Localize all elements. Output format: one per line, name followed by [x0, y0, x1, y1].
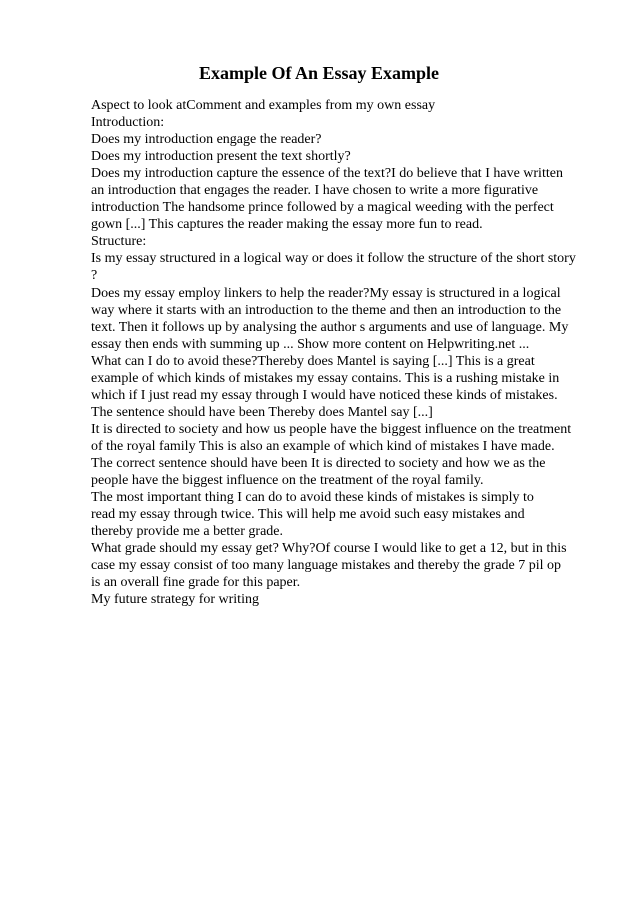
body-line: What can I do to avoid these?Thereby does Mantel is saying [...] This is a great: [91, 353, 535, 369]
body-line: of the royal family This is also an example of which kind of mistakes I have made.: [91, 438, 555, 454]
body-line: Is my essay structured in a logical way or does it follow the structure of the short story: [91, 251, 576, 267]
body-line: Structure:: [91, 234, 147, 250]
body-line: people have the biggest influence on the treatment of the royal family.: [91, 473, 484, 489]
body-line: ?: [91, 268, 98, 284]
body-line: case my essay consist of too many language mistakes and thereby the grade 7 pil op: [91, 558, 562, 574]
body-line: Aspect to look atComment and examples from my own essay: [91, 98, 436, 113]
body-line: It is directed to society and how us people have the biggest influence on the treatment: [91, 421, 572, 437]
body-line: Does my introduction engage the reader?: [91, 132, 322, 148]
body-line: an introduction that engages the reader. I have chosen to write a more figurative: [91, 183, 539, 199]
body-line: The most important thing I can do to avoid these kinds of mistakes is simply to: [91, 490, 534, 506]
body-line: example of which kinds of mistakes my essay contains. This is a rushing mistake in: [91, 370, 560, 386]
body-line: What grade should my essay get? Why?Of course I would like to get a 12, but in this: [91, 541, 567, 557]
body-line: thereby provide me a better grade.: [91, 524, 284, 540]
document-body: [91, 97, 611, 608]
body-line: Introduction:: [91, 115, 165, 131]
body-line: is an overall fine grade for this paper.: [91, 575, 301, 591]
body-line: gown [...] This captures the reader making the essay more fun to read.: [91, 217, 483, 233]
body-line: text. Then it follows up by analysing the author s arguments and use of language. My: [91, 319, 569, 335]
body-line: Does my introduction capture the essence of the text?I do believe that I have written: [91, 166, 563, 182]
body-line: My future strategy for writing: [91, 592, 259, 608]
document-title: Example Of An Essay Example: [198, 63, 440, 83]
body-line: which if I just read my essay through I would have noticed these kinds of mistakes.: [91, 387, 558, 403]
body-line: Does my introduction present the text shortly?: [91, 149, 351, 165]
body-line: introduction The handsome prince followed by a magical weeding with the perfect: [91, 200, 554, 216]
body-line: essay then ends with summing up ... Show more content on Helpwriting.net ...: [91, 336, 530, 352]
body-line: read my essay through twice. This will help me avoid such easy mistakes and: [91, 507, 525, 523]
body-line: The sentence should have been Thereby does Mantel say [...]: [91, 404, 433, 420]
body-line: Does my essay employ linkers to help the reader?My essay is structured in a logical: [91, 285, 561, 301]
body-line: way where it starts with an introduction to the theme and then an introduction to the: [91, 302, 562, 318]
body-line: The correct sentence should have been It is directed to society and how we as the: [91, 455, 546, 471]
